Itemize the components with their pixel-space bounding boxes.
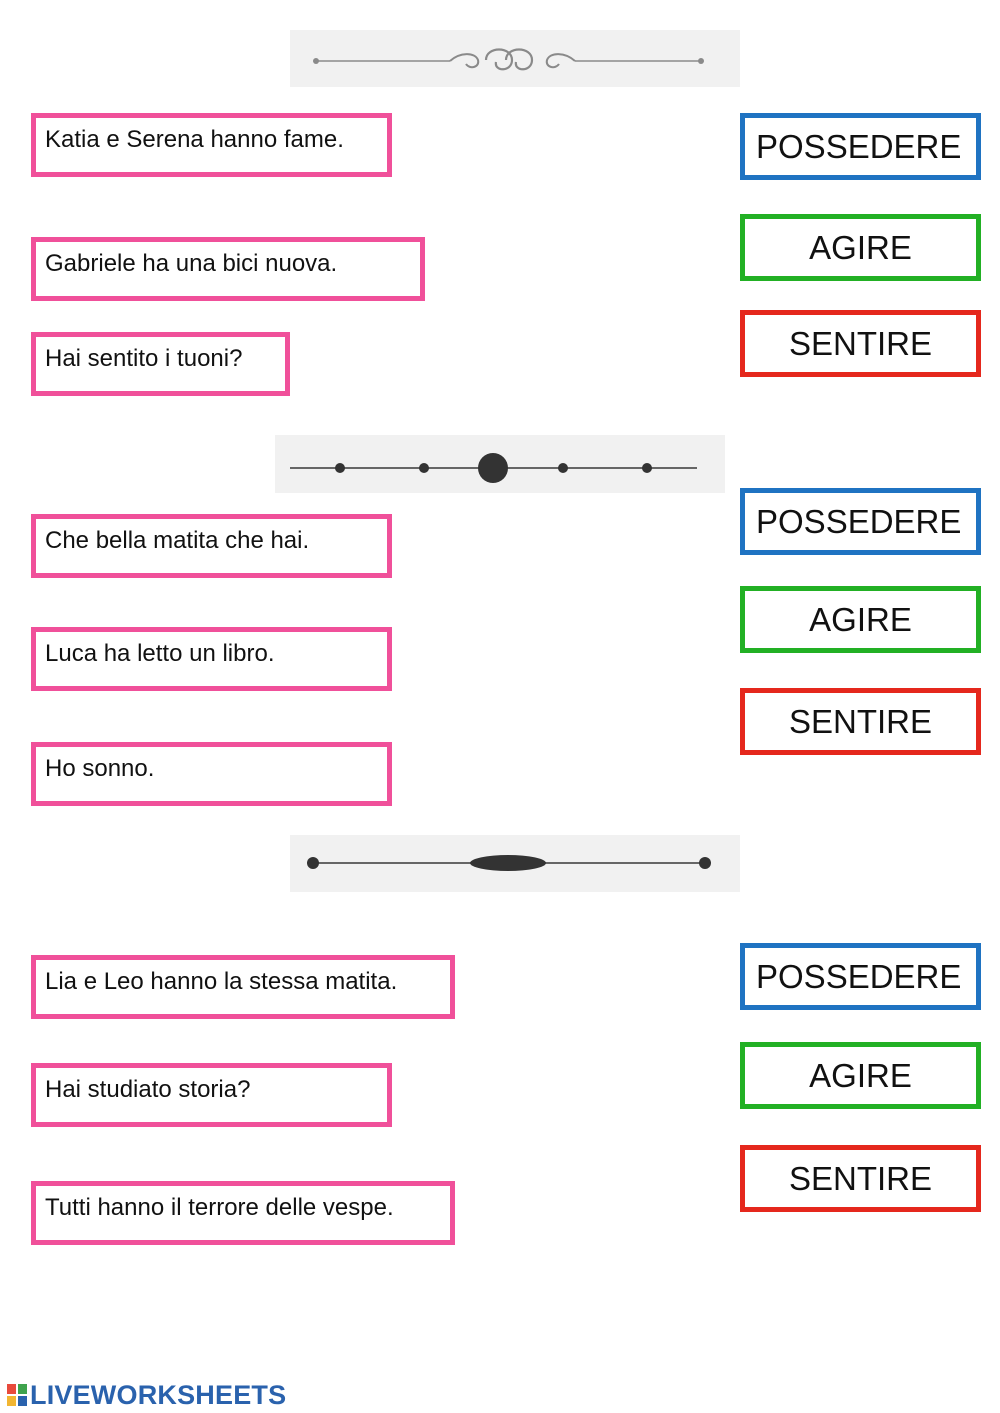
ornament-divider-line [290,835,740,892]
logo-text: LIVEWORKSHEETS [30,1379,287,1410]
sentence-card[interactable]: Lia e Leo hanno la stessa matita. [31,955,455,1019]
verb-sentire[interactable]: SENTIRE [740,1145,981,1212]
verb-agire[interactable]: AGIRE [740,214,981,281]
line-ornament-icon [290,835,740,892]
sentence-card[interactable]: Che bella matita che hai. [31,514,392,578]
dots-ornament-icon [275,435,725,493]
verb-agire[interactable]: AGIRE [740,586,981,653]
sentence-card[interactable]: Tutti hanno il terrore delle vespe. [31,1181,455,1245]
ornament-divider-swirl [290,30,740,87]
swirl-ornament-icon [290,30,740,87]
verb-sentire[interactable]: SENTIRE [740,688,981,755]
sentence-card[interactable]: Katia e Serena hanno fame. [31,113,392,177]
sentence-card[interactable]: Hai studiato storia? [31,1063,392,1127]
sentence-card[interactable]: Luca ha letto un libro. [31,627,392,691]
blocks-logo-icon [6,1383,28,1407]
verb-agire[interactable]: AGIRE [740,1042,981,1109]
sentence-card[interactable]: Hai sentito i tuoni? [31,332,290,396]
sentence-card[interactable]: Gabriele ha una bici nuova. [31,237,425,301]
ornament-divider-dots [275,435,725,493]
liveworksheets-logo [6,1380,286,1410]
verb-possedere[interactable]: POSSEDERE [740,113,981,180]
sentence-card[interactable]: Ho sonno. [31,742,392,806]
verb-sentire[interactable]: SENTIRE [740,310,981,377]
verb-possedere[interactable]: POSSEDERE [740,488,981,555]
verb-possedere[interactable]: POSSEDERE [740,943,981,1010]
